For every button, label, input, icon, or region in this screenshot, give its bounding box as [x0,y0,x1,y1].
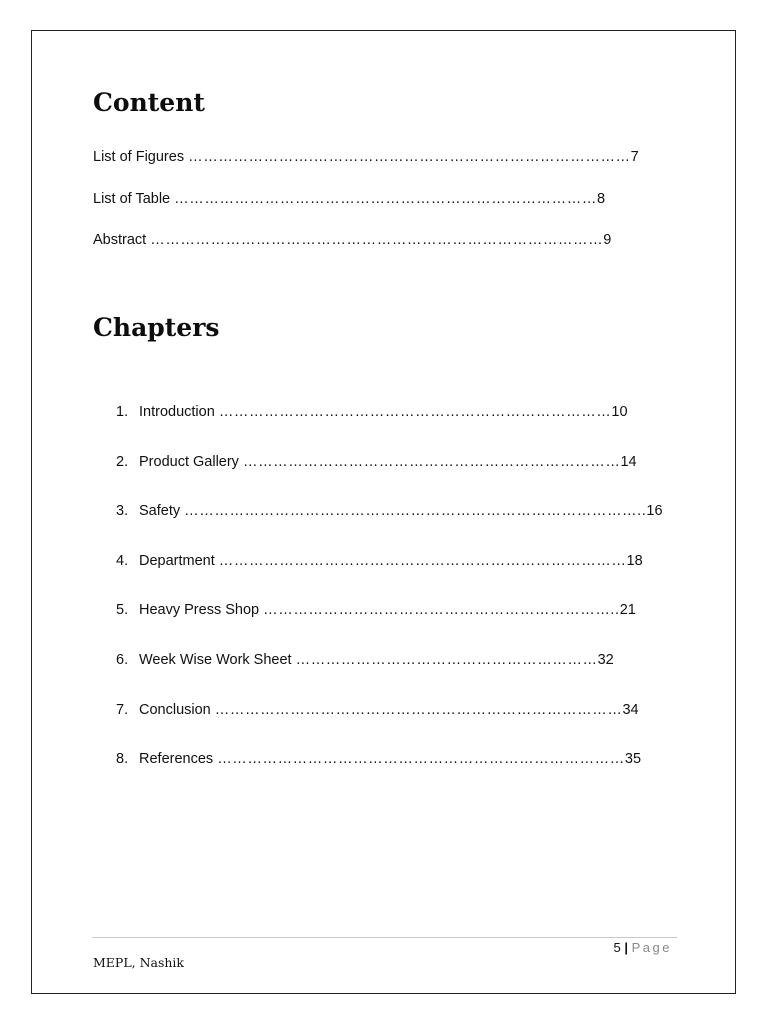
chapter-item-conclusion [116,703,639,718]
leader-dots: …………………………………………………… [295,652,598,668]
entry-label: List of Figures [93,149,185,165]
chapter-item-heavy-press-shop [116,603,636,618]
leader-dots: …………………………………………………………………… [218,404,612,420]
page-separator: | [620,940,632,955]
chapter-item-references [116,752,641,767]
content-heading: Content [93,88,205,117]
leader-dots: ……………………………………………………………………… [214,702,623,718]
leader-dots: ………………………………………………………………………… [174,191,597,207]
chapter-number: 3. [116,503,129,519]
chapter-label: Safety [139,503,181,519]
toc-entry-abstract [93,233,611,248]
chapter-page: 18 [626,553,643,569]
page-number [614,940,672,955]
chapter-number: 1. [116,404,129,420]
chapter-label: References [139,751,214,767]
chapter-number: 8. [116,751,129,767]
chapter-number: 4. [116,553,129,569]
entry-label: Abstract [93,232,147,248]
page-number-value: 5 [613,940,621,955]
chapter-number: 7. [116,702,129,718]
chapter-label: Product Gallery [139,454,239,470]
entry-page: 9 [603,232,612,248]
chapter-number: 6. [116,652,129,668]
chapter-item-week-wise-work-sheet [116,653,614,668]
entry-page: 7 [630,149,639,165]
chapter-page: 32 [597,652,614,668]
chapter-item-product-gallery [116,455,637,470]
chapter-label: Introduction [139,404,215,420]
page-label: Page [631,940,672,955]
chapter-number: 5. [116,602,129,618]
chapter-item-department [116,554,643,569]
chapter-page: 14 [620,454,637,470]
chapter-number: 2. [116,454,129,470]
leader-dots: ……………………………………………………………………… [217,751,625,767]
chapter-label: Heavy Press Shop [139,602,260,618]
chapters-heading: Chapters [93,313,220,342]
leader-dots: ……………………………………………………………………………….. [184,503,647,519]
chapter-label: Conclusion [139,702,211,718]
leader-dots: ……………………………………………………………………………… [150,232,604,248]
entry-label: List of Table [93,191,171,207]
chapter-item-introduction [116,405,628,420]
chapter-page: 10 [611,404,628,420]
toc-entry-list-of-table [93,192,605,207]
chapter-item-safety [116,504,663,519]
entry-page: 8 [596,191,606,207]
leader-dots: …………………………………………………………….. [263,602,620,618]
chapter-page: 21 [619,602,636,618]
chapter-page: 34 [622,702,639,718]
leader-dots: ……………………………………………………………………… [218,553,627,569]
chapter-page: 16 [646,503,663,519]
leader-dots: …………………….……………………………………………………… [188,149,631,165]
chapter-label: Department [139,553,215,569]
footer-company: MEPL, Nashik [93,955,185,970]
footer-rule [92,937,677,938]
chapter-label: Week Wise Work Sheet [139,652,292,668]
leader-dots: ………………………………………………………………… [242,454,621,470]
chapter-page: 35 [624,751,642,767]
toc-entry-list-of-figures [93,150,639,165]
